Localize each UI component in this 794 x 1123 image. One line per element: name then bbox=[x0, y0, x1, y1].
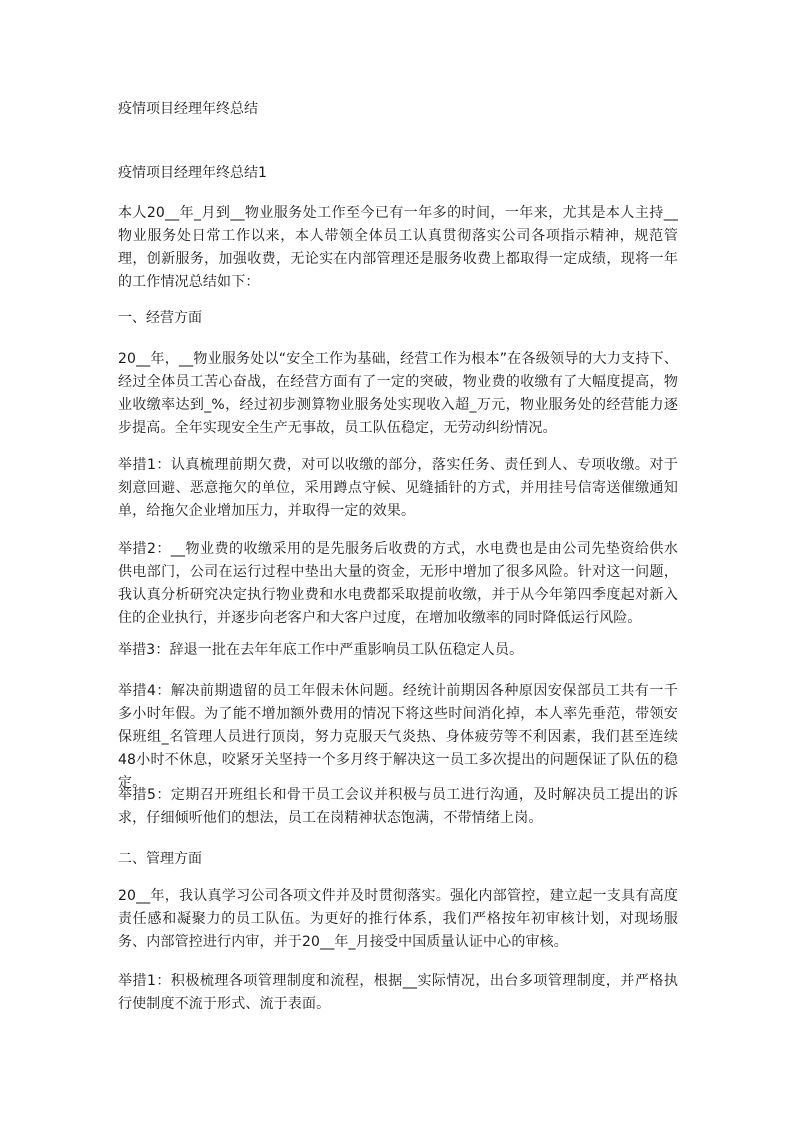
operations-paragraph: 20__年，__物业服务处以“安全工作为基础，经营工作为根本”在各级领导的大力支持下、经过全体员工苦心奋战，在经营方面有了一定的突破，物业费的收缴有了大幅度提高，物业收缴率达到_%，经过初步测算物业服务处实现收入超_万元，物业服务处的经营能力逐步提高。全年实现安全生产无事故，员工队伍稳定，无劳动纠纷情况。 bbox=[118, 351, 678, 436]
measure-1-paragraph: 举措1：认真梳理前期欠费，对可以收缴的部分，落实任务、责任到人、专项收缴。对于刻意回避、恶意拖欠的单位，采用蹲点守候、见缝插针的方式，并用挂号信寄送催缴通知单，给拖欠企业增加压力，并取得一定的效果。 bbox=[118, 457, 678, 519]
measure-3-paragraph: 举措3：辞退一批在去年年底工作中严重影响员工队伍稳定人员。 bbox=[118, 642, 524, 658]
management-paragraph: 20__年，我认真学习公司各项文件并及时贯彻落实。强化内部管控，建立起一支具有高度责任感和凝聚力的员工队伍。为更好的推行体系，我们严格按年初审核计划，对现场服务、内部管控进行内审，并于20__年_月接受中国质量认证中心的审核。 bbox=[118, 888, 678, 950]
section-heading-management: 二、管理方面 bbox=[118, 851, 202, 867]
measure-2-paragraph: 举措2：__物业费的收缴采用的是先服务后收费的方式，水电费也是由公司先垫资给供水供电部门，公司在运行过程中垫出大量的资金，无形中增加了很多风险。针对这一问题，我认真分析研究决定执行物业费和水电费都采取提前收缴，并于从今年第四季度起对新入住的企业执行，并逐步向老客户和大客户过度，在增加收缴率的同时降低运行风险。 bbox=[118, 541, 678, 626]
intro-paragraph: 本人20__年_月到__物业服务处工作至今已有一年多的时间，一年来，尤其是本人主持__物业服务处日常工作以来，本人带领全体员工认真贯彻落实公司各项指示精神，规范管理，创新服务，加强收费，无论实在内部管理还是服务收费上都取得一定成绩，现将一年的工作情况总结如下： bbox=[118, 205, 678, 290]
measure-5-paragraph: 举措5：定期召开班组长和骨干员工会议并积极与员工进行沟通，及时解决员工提出的诉求，仔细倾听他们的想法，员工在岗精神状态饱满，不带情绪上岗。 bbox=[118, 787, 678, 826]
measure-4-paragraph: 举措4：解决前期遗留的员工年假未休问题。经统计前期因各种原因安保部员工共有一千多小时年假。为了能不增加额外费用的情况下将这些时间消化掉，本人率先垂范，带领安保班组_名管理人员进行顶岗，努力克服天气炎热、身体疲劳等不利因素，我们甚至连续48小时不休息，咬紧牙关坚持一个多月终于解决这一员工多次提出的问题保证了队伍的稳定。 bbox=[118, 683, 678, 791]
article-subtitle: 疫情项目经理年终总结1 bbox=[118, 165, 267, 181]
management-measure-1-paragraph: 举措1：积极梳理各项管理制度和流程，根据__实际情况，出台多项管理制度，并严格执行使制度不流于形式、流于表面。 bbox=[118, 973, 678, 1012]
document-title: 疫情项目经理年终总结 bbox=[118, 101, 258, 117]
section-heading-operations: 一、经营方面 bbox=[118, 310, 202, 326]
